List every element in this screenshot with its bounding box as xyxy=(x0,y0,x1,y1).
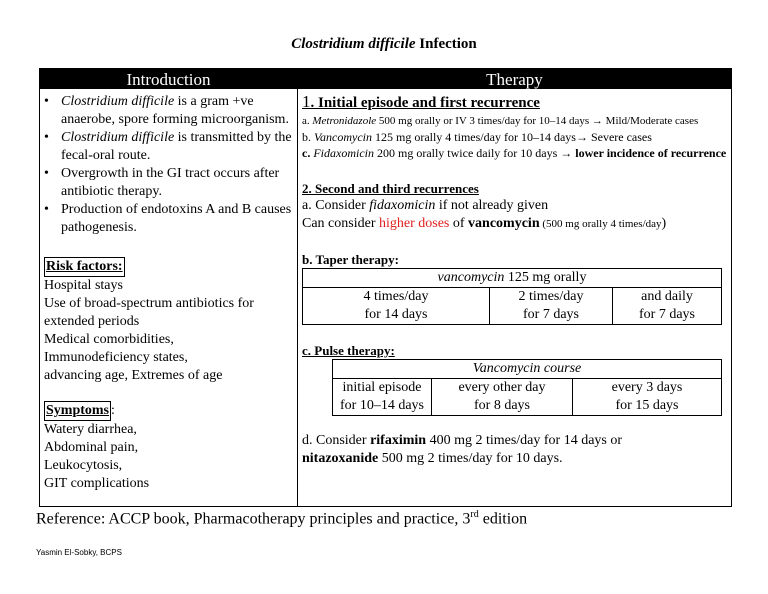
author-credit: Yasmin El-Sobky, BCPS xyxy=(36,548,122,557)
section-initial-episode-heading: 1. Initial episode and first recurrence xyxy=(302,92,540,111)
risk-factors-heading: Risk factors: xyxy=(44,257,125,277)
risk-factor-item: Medical comorbidities, xyxy=(44,332,174,347)
symptom-item: Watery diarrhea, xyxy=(44,422,137,437)
pulse-therapy-heading: c. Pulse therapy: xyxy=(302,343,395,358)
pulse-cell: every 3 days for 15 days xyxy=(573,379,722,416)
rifaximin-line: d. Consider rifaximin 400 mg 2 times/day for 14 days or xyxy=(302,433,623,448)
symptom-item: Abdominal pain, xyxy=(44,440,139,455)
symptoms-heading: Symptoms xyxy=(44,401,111,421)
intro-bullet: • Production of endotoxins A and B causes pathogenesis. xyxy=(44,202,292,235)
intro-bullet-list xyxy=(44,93,294,237)
column-divider xyxy=(297,69,298,506)
intro-bullet: • Clostridium difficile is a gram +ve anaerobe, spore forming microorganism. xyxy=(44,94,289,127)
metronidazole-line: a. Metronidazole 500 mg orally or IV 3 times/day for 10–14 days → Mild/Moderate cases xyxy=(302,115,699,127)
page-title: Clostridium difficile Infection xyxy=(291,36,477,52)
taper-cell: 4 times/day for 14 days xyxy=(303,288,490,325)
therapy-column xyxy=(302,92,730,468)
taper-cell: 2 times/day for 7 days xyxy=(490,288,613,325)
pulse-cell: initial episode for 10–14 days xyxy=(333,379,432,416)
taper-cell: and daily for 7 days xyxy=(613,288,722,325)
nitazoxanide-line: nitazoxanide 500 mg 2 times/day for 10 days. xyxy=(302,451,563,466)
reference-line: Reference: ACCP book, Pharmacotherapy principles and practice, 3rd edition xyxy=(36,509,528,528)
intro-bullet: • Overgrowth in the GI tract occurs after antibiotic therapy. xyxy=(44,166,280,199)
pulse-table-header: Vancomycin course xyxy=(333,360,722,379)
main-table xyxy=(39,68,732,507)
intro-bullet: • Clostridium difficile is transmitted by the fecal-oral route. xyxy=(44,130,292,163)
risk-factor-item: Hospital stays xyxy=(44,278,123,293)
taper-table xyxy=(302,268,722,325)
consider-fidaxomicin-line: a. Consider fidaxomicin if not already given xyxy=(302,198,549,213)
section-recurrences-heading: 2. Second and third recurrences xyxy=(302,181,479,196)
risk-factor-item: Use of broad-spectrum antibiotics for extended periods xyxy=(44,296,254,329)
introduction-header: Introduction xyxy=(40,69,297,89)
introduction-column xyxy=(44,93,294,493)
vancomycin-line: b. Vancomycin 125 mg orally 4 times/day for 10–14 days→ Severe cases xyxy=(302,130,652,144)
taper-therapy-heading: b. Taper therapy: xyxy=(302,252,399,267)
therapy-header: Therapy xyxy=(298,69,731,89)
symptoms-heading-row: Symptoms : xyxy=(44,401,294,421)
symptom-item: GIT complications xyxy=(44,476,150,491)
fidaxomicin-line: c. Fidaxomicin 200 mg orally twice daily for 10 days → lower incidence of recurrence xyxy=(302,146,727,160)
symptom-item: Leukocytosis, xyxy=(44,458,123,473)
taper-table-header: vancomycin 125 mg orally xyxy=(303,269,722,288)
risk-factor-item: Immunodeficiency states, xyxy=(44,350,188,365)
pulse-table xyxy=(302,359,722,416)
pulse-cell: every other day for 8 days xyxy=(432,379,573,416)
risk-factor-item: advancing age, Extremes of age xyxy=(44,368,223,383)
higher-doses-line: Can consider higher doses of vancomycin (500 mg orally 4 times/day) xyxy=(302,216,667,231)
